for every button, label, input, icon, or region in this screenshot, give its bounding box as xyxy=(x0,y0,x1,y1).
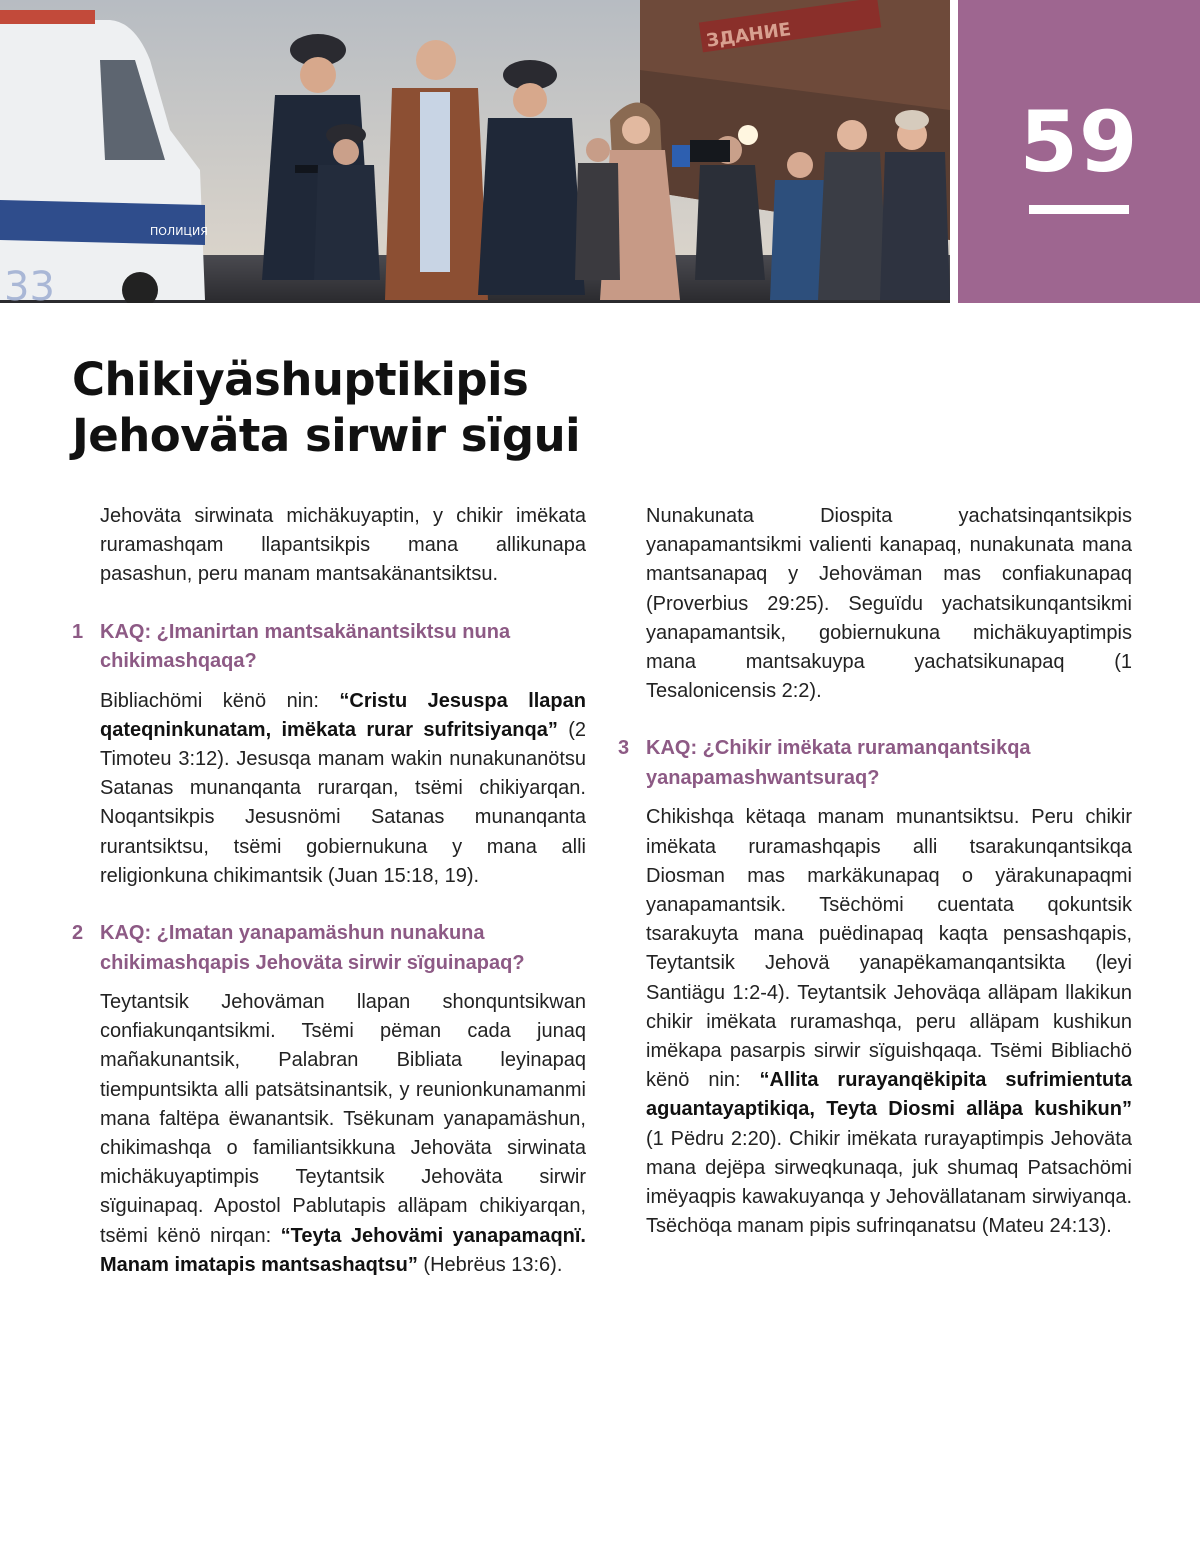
scripture-quote: “Allita rurayanqëkipita sufrimientuta aguantayaptikiqa, Teyta Diosmi alläpa kushikun” xyxy=(646,1069,1132,1121)
left-column xyxy=(72,502,586,1308)
answer-paragraph xyxy=(646,803,1132,1241)
question-number: 1 xyxy=(72,620,84,643)
question-heading xyxy=(72,919,586,978)
question-number: 3 xyxy=(618,737,630,760)
building-sign-text: ЗДАНИЕ xyxy=(704,19,793,52)
question-text: KAQ: ¿Imatan yanapamäshun nunakuna chikimashqapis Jehoväta sirwir sïguinapaq? xyxy=(100,922,525,974)
answer-text: (2 Timoteu 3:12). Jesusqa manam wakin nunakunanötsu Satanas munanqanta rurarqan, tsëmi chikiyarqan. Noqantsikpis Jesusnömi Satanas munanqanta rurantsiktsu, tsëmi gobiernukuna y mana alli religionkuna chikimantsik (Juan 15:18, 19). xyxy=(100,718,586,887)
hero-photo xyxy=(0,0,950,303)
question-text: KAQ: ¿Imanirtan mantsakänantsiktsu nuna chikimashqaqa? xyxy=(100,620,511,673)
hero-illustration xyxy=(0,0,950,303)
question-text: KAQ: ¿Chikir imëkata ruramanqantsikqa yanapamashwantsuraq? xyxy=(646,737,1031,789)
chapter-badge xyxy=(958,0,1200,303)
right-column xyxy=(618,502,1132,1269)
answer-text: (Hebrëus 13:6). xyxy=(417,1253,563,1276)
answer-text: Bibliachömi kënö nin: xyxy=(100,689,340,712)
scripture-quote: “Cristu Jesuspa llapan qateqninkunatam, imëkata rurar sufritsiyanqa” xyxy=(100,689,586,741)
answer-text: Teytantsik Jehoväman llapan shonquntsikwan confiakunqantsikmi. Tsëmi pëman cada junaq mañakunantsik, Palabran Bibliata leyinapaq tiempuntsikta alli patsätsinantsik, y reunionkunamanmi mana faltëpa ëwanantsik. Tsëkunam yanapamäshun, chikimashqa o familiantsikkuna Jehoväta sirwinata michäkuyaptimpis Teytantsik Jehoväta sirwir sïguinapaq. Apostol Pablutapis alläpam chikiyarqan, tsëmi kënö nirqan: xyxy=(100,991,586,1247)
continued-paragraph: Nunakunata Diospita yachatsinqantsikpis yanapamantsikmi valienti kanapaq, nunakunata mana mantsanapaq y Jehoväman mas confiakunapaq (Proverbius 29:25). Seguïdu yachatsikunqantsikmi yanapamantsik, gobiernukuna michäkuyaptimpis mana mantsakuypa yachatsikunapaq (1 Tesalonicensis 2:2). xyxy=(646,505,1132,703)
answer-paragraph xyxy=(100,687,586,891)
intro-paragraph: Jehoväta sirwinata michäkuyaptin, y chikir imëkata ruramashqam llapantsikpis mana allikunapa pasashun, peru manam mantsakänantsiktsu. xyxy=(100,505,586,586)
answer-text: (1 Pëdru 2:20). Chikir imëkata rurayaptimpis Jehoväta mana dejëpa sirweqkunaqa, juk shumaq Patsachömi imëyaqpis kawakuyanqa y Jehovällatanam sirwiyanqa. Tsëchöqa manam pipis sufrinqanatsu (Mateu 24:13). xyxy=(646,1127,1132,1238)
answer-paragraph xyxy=(100,988,586,1280)
question-heading xyxy=(72,618,586,677)
chapter-underline xyxy=(1029,205,1129,214)
page-title: Chikiyäshuptikipis Jehoväta sirwir sïgui xyxy=(72,353,581,462)
van-label-text: ПОЛИЦИЯ xyxy=(150,225,208,238)
chapter-number: 59 xyxy=(1019,93,1139,191)
scripture-quote: “Teyta Jehovämi yanapamaqnï. Manam imatapis mantsashaqtsu” xyxy=(100,1224,586,1276)
van-number-text: 33 xyxy=(4,264,55,303)
question-number: 2 xyxy=(72,922,84,945)
question-heading xyxy=(618,734,1132,793)
answer-text: Chikishqa këtaqa manam munantsiktsu. Peru chikir imëkata ruramashqapis alli tsarakunqantsikqa Diosman mas markäkunapaq o yärakunapaqmi yanapamantsik. Tsëchömi cuentata qokuntsik tsarakuyta mana puëdinapaq kaqta pensashqapis, Teytantsik Jehovä yanapëkamanqantsikta (leyi Santiägu 1:2-4). Teytantsik Jehoväqa alläpam llakikun chikir imëkata ruramashqa, peru alläpam kushikun imëkapa pasarpis sirwir sïguishqaqa. Tsëmi Bibliachö kënö nin: xyxy=(646,806,1132,1092)
